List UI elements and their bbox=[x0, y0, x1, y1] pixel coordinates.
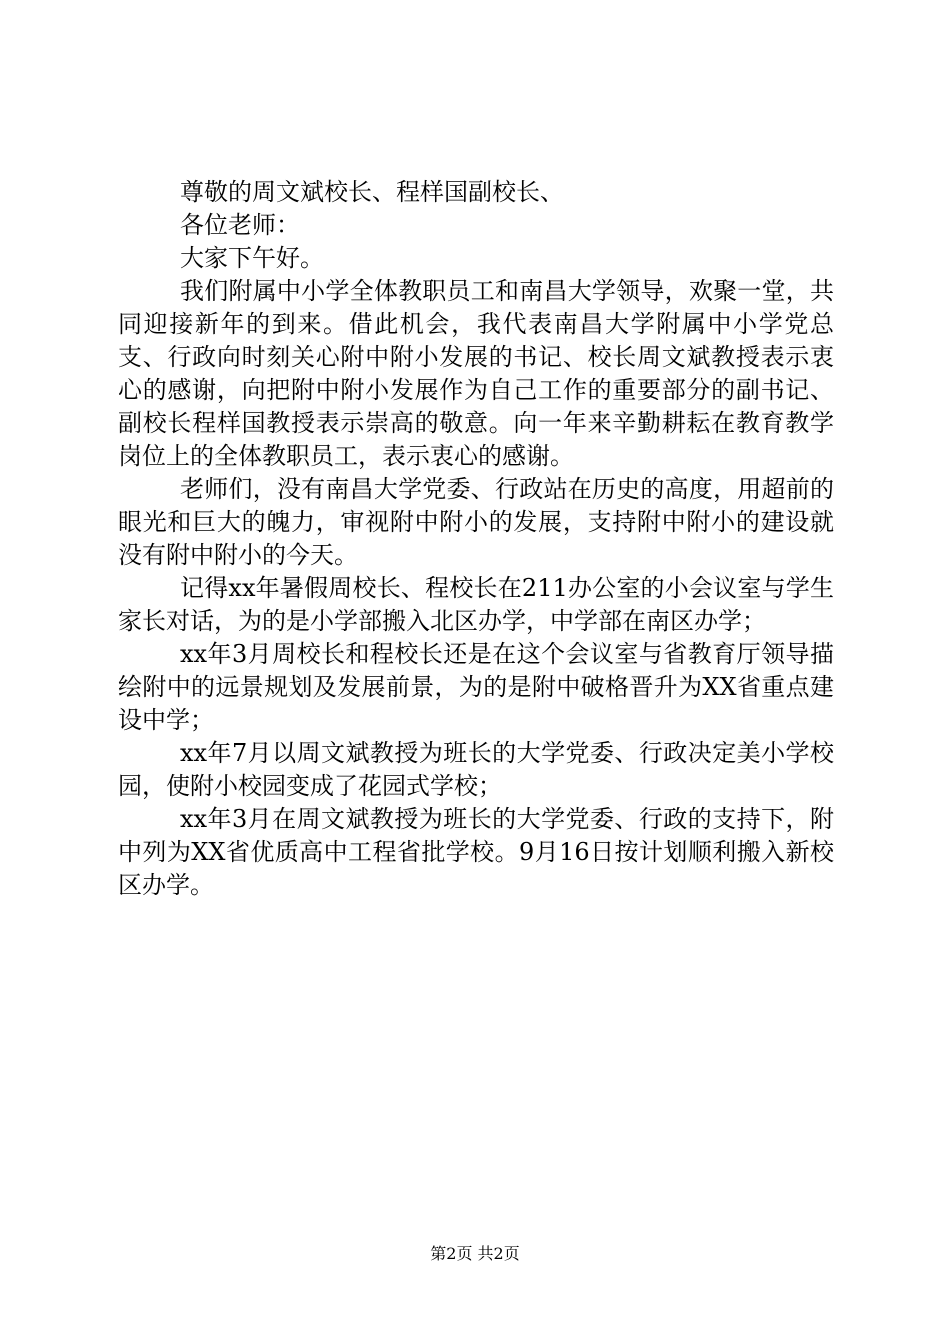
page-footer bbox=[0, 1244, 950, 1264]
body-paragraph: xx年7月以周文斌教授为班长的大学党委、行政决定美小学校园，使附小校园变成了花园式学校； bbox=[118, 739, 834, 800]
page-number: 第2页 共2页 bbox=[430, 1244, 520, 1263]
body-paragraph: 记得xx年暑假周校长、程校长在211办公室的小会议室与学生家长对话，为的是小学部搬入北区办学，中学部在南区办学； bbox=[118, 574, 834, 635]
greeting-line: 大家下午好。 bbox=[180, 244, 324, 272]
body-paragraph: 我们附属中小学全体教职员工和南昌大学领导，欢聚一堂，共同迎接新年的到来。借此机会，我代表南昌大学附属中小学党总支、行政向时刻关心附中附小发展的书记、校长周文斌教授表示衷心的感谢，向把附中附小发展作为自己工作的重要部分的副书记、副校长程样国教授表示崇高的敬意。向一年来辛勤耕耘在教育教学岗位上的全体教职员工，表示衷心的感谢。 bbox=[118, 277, 834, 470]
body-paragraph: 老师们，没有南昌大学党委、行政站在历史的高度，用超前的眼光和巨大的魄力，审视附中附小的发展，支持附中附小的建设就没有附中附小的今天。 bbox=[118, 475, 834, 569]
body-paragraph: xx年3月周校长和程校长还是在这个会议室与省教育厅领导描绘附中的远景规划及发展前景，为的是附中破格晋升为XX省重点建设中学； bbox=[118, 640, 834, 734]
salutation-line: 尊敬的周文斌校长、程样国副校长、 bbox=[180, 178, 564, 206]
salutation-line: 各位老师： bbox=[180, 211, 300, 239]
body-paragraph: xx年3月在周文斌教授为班长的大学党委、行政的支持下，附中列为XX省优质高中工程省批学校。9月16日按计划顺利搬入新校区办学。 bbox=[118, 805, 834, 899]
document-body bbox=[118, 176, 834, 902]
